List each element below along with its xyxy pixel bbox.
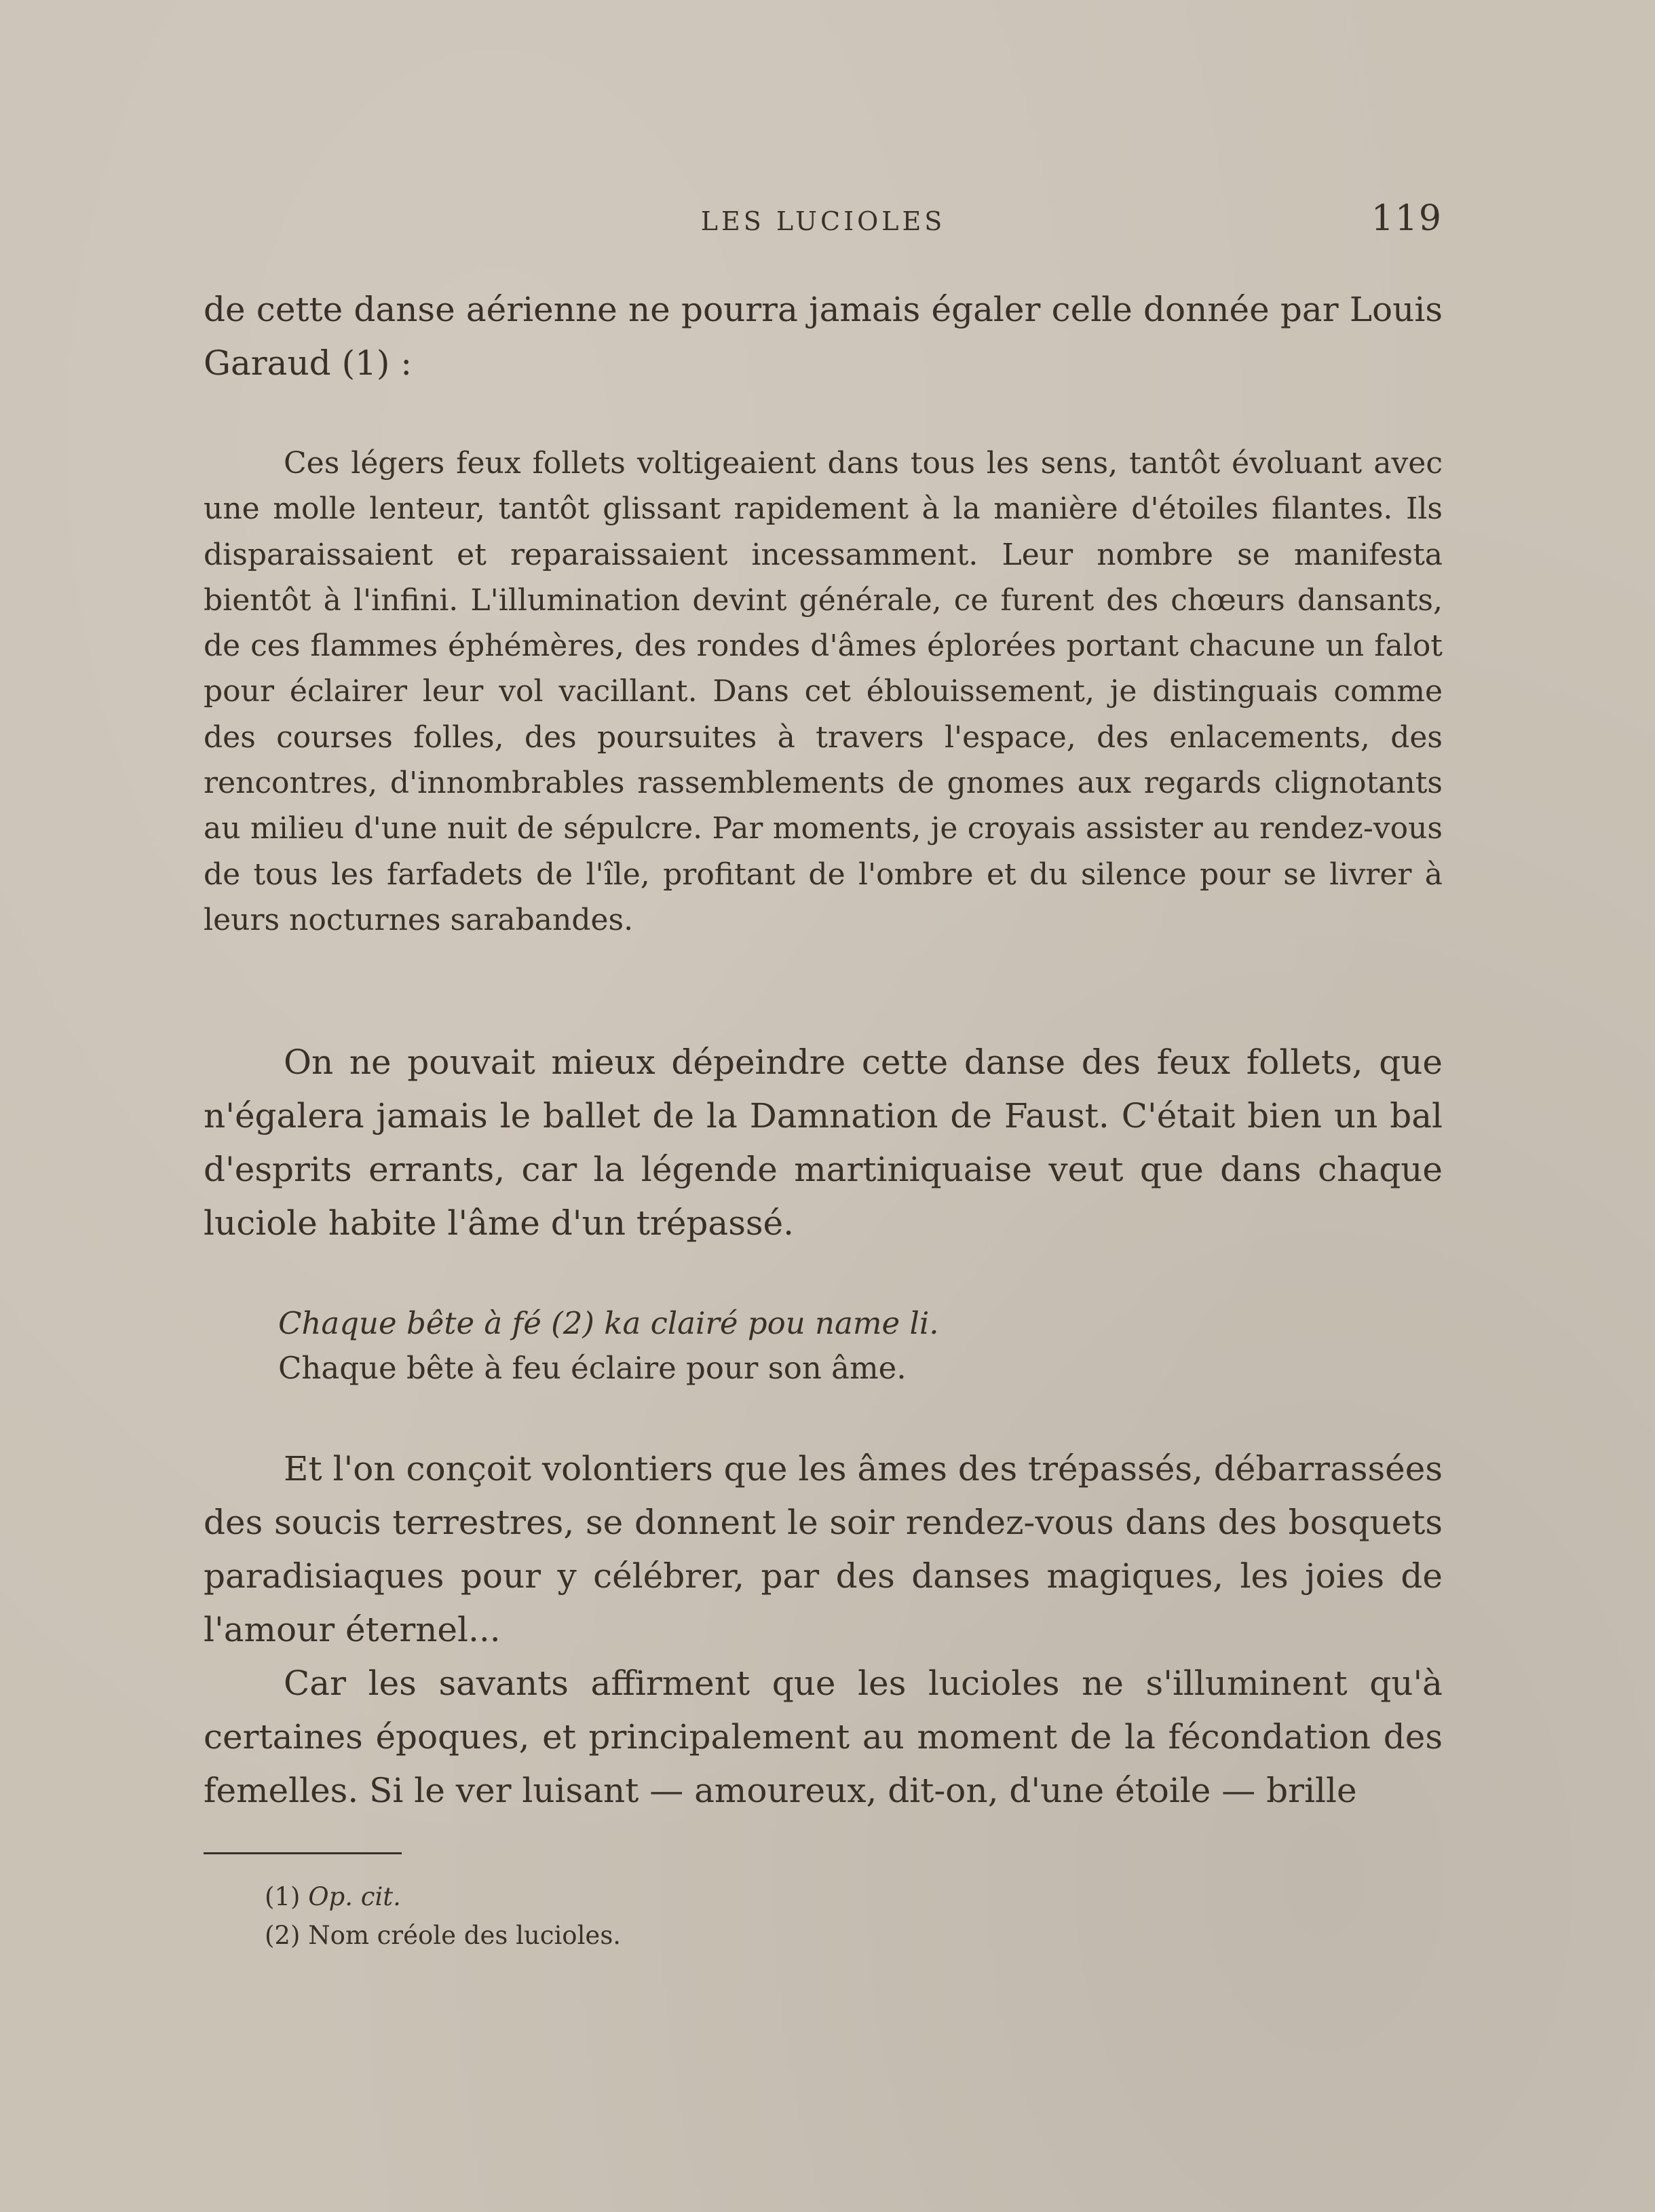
paragraph3-text-2: Car les savants affirment que les lucioles ne s'illuminent qu'à certaines époques, et principalement au moment de la fécondation des femelles. Si le ver luisant — amoureux, dit-on, d'une étoile — brille <box>204 1664 1443 1810</box>
paragraph2-text: On ne pouvait mieux dépeindre cette danse des feux follets, que n'égalera jamais le ballet de la Damnation de Faust. C'était bien un bal d'esprits errants, car la légende martiniquaise veut que dans chaque luciole habite l'âme d'un trépassé. <box>204 1043 1443 1243</box>
quote-text: Ces légers feux follets voltigeaient dans tous les sens, tantôt évoluant avec une molle lenteur, tantôt glissant rapidement à la manière d'étoiles filantes. Ils disparaissaient et reparaissaient incessamment. Leur nombre se manifesta bientôt à l'infini. L'illumination devint générale, ce furent des chœurs dansants, de ces flammes éphémères, des rondes d'âmes éplorées portant chacune un falot pour éclairer leur vol vacillant. Dans cet éblouissement, je distinguais comme des courses folles, des poursuites à travers l'espace, des enlacements, des rencontres, d'innombrables rassemblements de gnomes aux regards clignotants au milieu d'une nuit de sépulcre. Par moments, je croyais assister au rendez-vous de tous les farfadets de l'île, profitant de l'ombre et du silence pour se livrer à leurs nocturnes sarabandes. <box>204 446 1443 937</box>
intro-text: de cette danse aérienne ne pourra jamais égaler celle donnée par Louis Garaud (1) : <box>204 290 1443 383</box>
footnote-divider <box>204 1852 402 1854</box>
footnotes <box>265 1877 1350 1955</box>
running-title: LES LUCIOLES <box>700 206 946 236</box>
footnote-2 <box>265 1916 1350 1955</box>
body-paragraph-2 <box>204 1036 1443 1250</box>
footnote-2-text: Nom créole des lucioles. <box>308 1921 622 1950</box>
footnote-1 <box>265 1877 1350 1916</box>
body-paragraph-3 <box>204 1442 1443 1818</box>
verse-french-line: Chaque bête à feu éclaire pour son âme. <box>278 1350 907 1386</box>
verse-creole-line: Chaque bête à fé (2) ka clairé pou name li. <box>278 1305 939 1341</box>
footnote-1-marker: (1) <box>265 1882 301 1911</box>
page-number: 119 <box>1371 198 1443 239</box>
paragraph3-text-1: Et l'on conçoit volontiers que les âmes des trépassés, débarrassées des soucis terrestres, se donnent le soir rendez-vous dans des bosquets paradisiaques pour y célébrer, par des danses magiques, les joies de l'amour éternel... <box>204 1449 1443 1649</box>
footnote-1-text: Op. cit. <box>308 1882 401 1911</box>
intro-paragraph <box>204 283 1443 390</box>
block-quote <box>204 440 1443 943</box>
footnote-2-marker: (2) <box>265 1921 301 1950</box>
page-header <box>204 198 1443 246</box>
creole-verse <box>278 1301 1517 1391</box>
